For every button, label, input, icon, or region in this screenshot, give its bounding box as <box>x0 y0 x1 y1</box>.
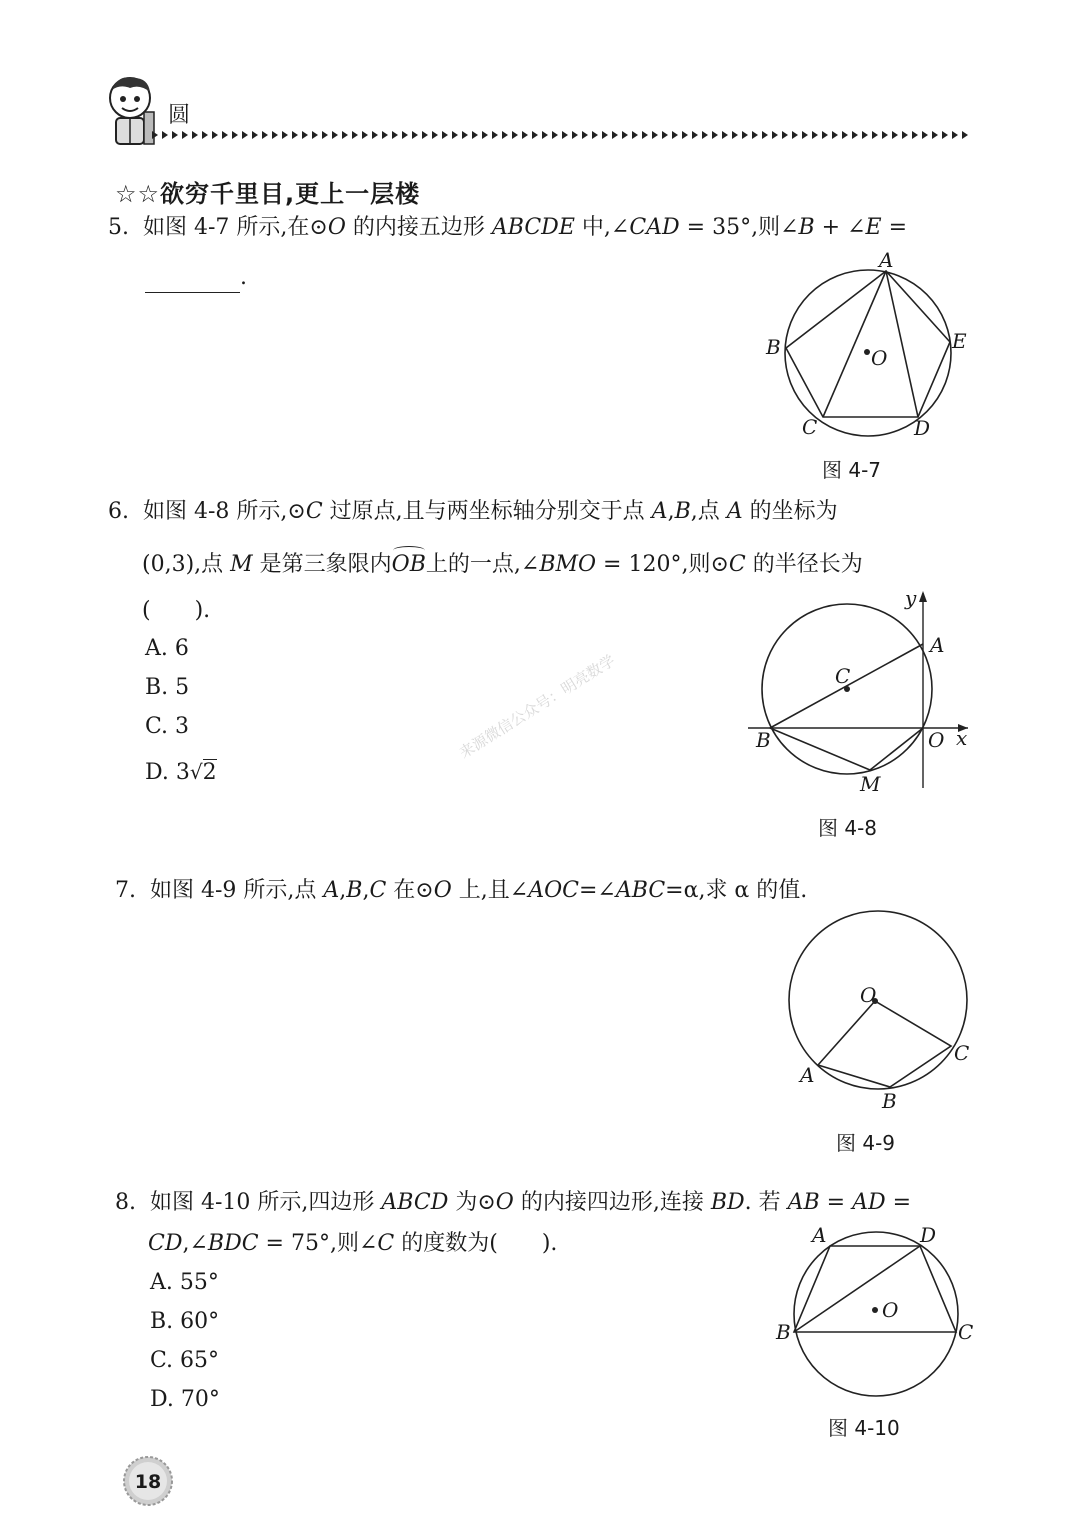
question-7: 7. 如图 4-9 所示,点 A,B,C 在⊙O 上,且∠AOC=∠ABC=α,求 α 的值. <box>115 878 808 903</box>
arrow-mark <box>702 131 708 139</box>
section-title: ☆☆欲穷千里目,更上一层楼 <box>115 180 421 208</box>
arrow-mark <box>342 131 348 139</box>
label-A: A <box>812 1223 827 1247</box>
arrow-mark <box>522 131 528 139</box>
arrow-mark <box>242 131 248 139</box>
arrow-mark <box>352 131 358 139</box>
arrow-mark <box>312 131 318 139</box>
question-8-line-2: CD,∠BDC = 75°,则∠C 的度数为( ). <box>148 1231 558 1256</box>
arrow-mark <box>882 131 888 139</box>
arrow-mark <box>932 131 938 139</box>
label-x: x <box>956 726 968 750</box>
arrow-mark <box>722 131 728 139</box>
label-C: C <box>835 664 851 688</box>
option-b: B. 5 <box>145 675 190 700</box>
arrow-mark <box>862 131 868 139</box>
arrow-mark <box>562 131 568 139</box>
arrow-mark <box>792 131 798 139</box>
arrow-mark <box>712 131 718 139</box>
arrow-mark <box>952 131 958 139</box>
label-D: D <box>914 416 931 440</box>
label-O: O <box>928 728 945 752</box>
page-number-badge <box>122 1455 174 1507</box>
arrow-mark <box>262 131 268 139</box>
arrow-mark <box>192 131 198 139</box>
label-C: C <box>802 415 818 439</box>
label-O: O <box>860 983 877 1007</box>
label-B: B <box>756 728 771 752</box>
arrow-mark <box>472 131 478 139</box>
label-O: O <box>871 346 888 370</box>
option-a: A. 55° <box>150 1270 219 1295</box>
arrow-mark <box>252 131 258 139</box>
label-E: E <box>952 329 967 353</box>
arrow-mark <box>542 131 548 139</box>
arrow-mark <box>812 131 818 139</box>
arrow-mark <box>642 131 648 139</box>
arrow-mark <box>322 131 328 139</box>
arrow-mark <box>232 131 238 139</box>
arrow-mark <box>852 131 858 139</box>
arrow-mark <box>452 131 458 139</box>
arrow-mark <box>512 131 518 139</box>
arrow-mark <box>762 131 768 139</box>
label-C: C <box>958 1320 974 1344</box>
arrow-mark <box>752 131 758 139</box>
arrow-mark <box>582 131 588 139</box>
header-arrow-rule <box>150 128 970 142</box>
arrow-mark <box>292 131 298 139</box>
label-B: B <box>882 1089 897 1113</box>
figure-4-9 <box>780 905 980 1115</box>
arrow-mark <box>832 131 838 139</box>
question-5: 5. 如图 4-7 所示,在⊙O 的内接五边形 ABCDE 中,∠CAD = 35°,则∠B + ∠E = <box>108 215 908 240</box>
arrow-mark <box>962 131 968 139</box>
figure-caption-4-10: 图 4-10 <box>828 1416 900 1440</box>
arrow-mark <box>672 131 678 139</box>
arrow-mark <box>182 131 188 139</box>
figure-caption-4-7: 图 4-7 <box>822 458 882 482</box>
arc-OB: OB <box>392 550 426 580</box>
arrow-mark <box>742 131 748 139</box>
arrow-mark <box>492 131 498 139</box>
arrow-mark <box>412 131 418 139</box>
option-c: C. 3 <box>145 714 190 739</box>
arrow-mark <box>172 131 178 139</box>
arrow-mark <box>892 131 898 139</box>
figure-4-10 <box>768 1222 980 1400</box>
arrow-mark <box>652 131 658 139</box>
arrow-mark <box>732 131 738 139</box>
arrow-mark <box>442 131 448 139</box>
arrow-mark <box>422 131 428 139</box>
arrow-mark <box>532 131 538 139</box>
arrow-mark <box>682 131 688 139</box>
arrow-mark <box>552 131 558 139</box>
chapter-title: 圆 <box>168 103 191 128</box>
label-O: O <box>882 1298 899 1322</box>
arrow-mark <box>612 131 618 139</box>
arrow-mark <box>152 131 158 139</box>
arrow-mark <box>282 131 288 139</box>
arrow-mark <box>782 131 788 139</box>
label-B: B <box>776 1320 791 1344</box>
figure-caption-4-8: 图 4-8 <box>818 816 878 840</box>
label-y: y <box>905 586 917 610</box>
arrow-mark <box>942 131 948 139</box>
arrow-mark <box>772 131 778 139</box>
arrow-mark <box>922 131 928 139</box>
option-d: D. 70° <box>150 1387 220 1412</box>
option-b: B. 60° <box>150 1309 220 1334</box>
arrow-mark <box>902 131 908 139</box>
question-6-line-3: ( ). <box>142 598 211 623</box>
option-d: D. 3√2 <box>145 760 217 785</box>
arrow-mark <box>222 131 228 139</box>
arrow-mark <box>372 131 378 139</box>
arrow-mark <box>592 131 598 139</box>
arrow-mark <box>572 131 578 139</box>
figure-caption-4-9: 图 4-9 <box>836 1131 896 1155</box>
label-A: A <box>879 248 894 272</box>
question-6-line-1: 6. 如图 4-8 所示,⊙C 过原点,且与两坐标轴分别交于点 A,B,点 A 的坐标为 <box>108 499 838 524</box>
arrow-mark <box>432 131 438 139</box>
arrow-mark <box>162 131 168 139</box>
arrow-mark <box>802 131 808 139</box>
arrow-mark <box>692 131 698 139</box>
label-A: A <box>800 1063 815 1087</box>
arrow-mark <box>362 131 368 139</box>
arrow-mark <box>912 131 918 139</box>
arrow-mark <box>662 131 668 139</box>
arrow-mark <box>822 131 828 139</box>
option-c: C. 65° <box>150 1348 220 1373</box>
arrow-mark <box>272 131 278 139</box>
arrow-mark <box>382 131 388 139</box>
option-a: A. 6 <box>145 636 189 661</box>
arrow-mark <box>392 131 398 139</box>
arrow-mark <box>482 131 488 139</box>
arrow-mark <box>602 131 608 139</box>
arrow-mark <box>402 131 408 139</box>
label-C: C <box>954 1041 970 1065</box>
arrow-mark <box>462 131 468 139</box>
question-8-line-1: 8. 如图 4-10 所示,四边形 ABCD 为⊙O 的内接四边形,连接 BD. 若 AB = AD = <box>115 1190 912 1215</box>
page-number: 18 <box>134 1471 162 1493</box>
arrow-mark <box>302 131 308 139</box>
arrow-mark <box>842 131 848 139</box>
question-6-line-2: (0,3),点 M 是第三象限内OB上的一点,∠BMO = 120°,则⊙C 的半径长为 <box>142 550 863 580</box>
label-D: D <box>920 1223 937 1247</box>
arrow-mark <box>872 131 878 139</box>
arrow-mark <box>632 131 638 139</box>
label-B: B <box>766 335 781 359</box>
arrow-mark <box>332 131 338 139</box>
label-M: M <box>860 772 881 796</box>
watermark: 来源微信公众号：明亮数学 <box>456 651 619 762</box>
arrow-mark <box>212 131 218 139</box>
arrow-mark <box>502 131 508 139</box>
figure-4-8 <box>740 585 980 800</box>
label-A: A <box>930 633 945 657</box>
figure-4-7 <box>760 248 980 446</box>
arrow-mark <box>202 131 208 139</box>
arrow-mark <box>622 131 628 139</box>
answer-blank: . <box>145 263 247 293</box>
